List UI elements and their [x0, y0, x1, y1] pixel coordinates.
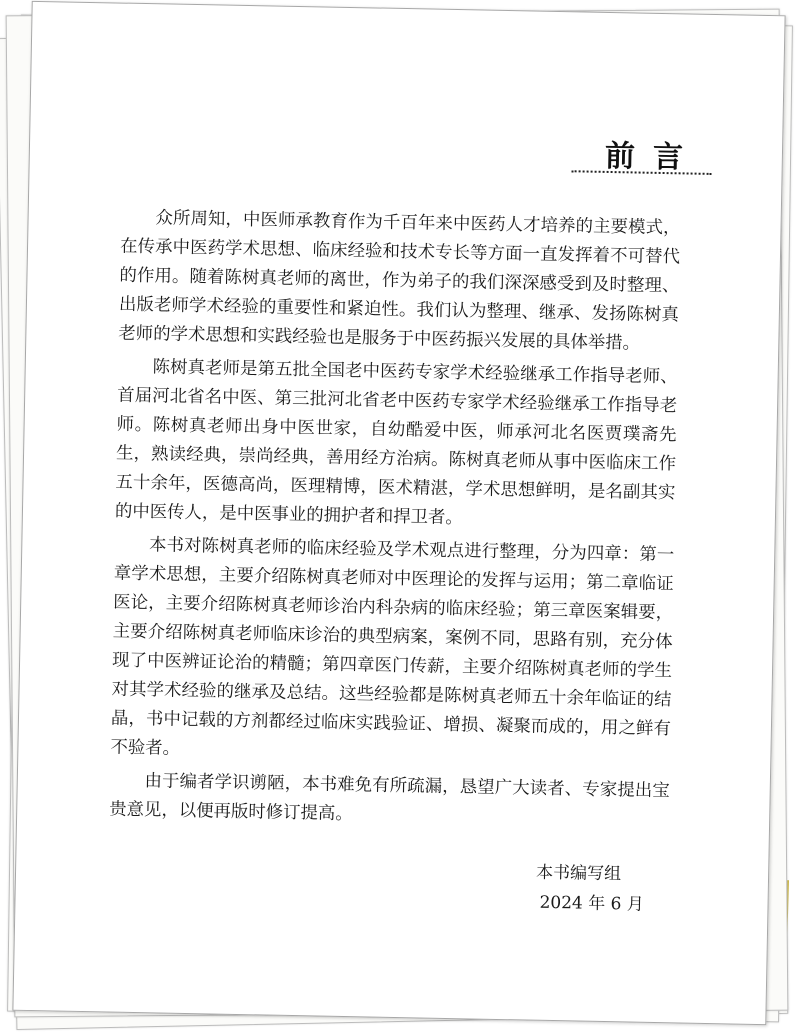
- preface-page: [12, 1, 785, 1025]
- paragraph-3: 本书对陈树真老师的临床经验及学术观点进行整理，分为四章：第一章学术思想，主要介绍陈树真老师对中医理论的发挥与运用；第二章临证医论，主要介绍陈树真老师诊治内科杂病的临床经验；第三章医案辑要，主要介绍陈树真老师临床诊治的典型病案，案例不同，思路有别，充分体现了中医辨证论治的精髓；第四章医门传薪，主要介绍陈树真老师的学生对其学术经验的继承及总结。这些经验都是陈树真老师五十余年临证的结晶，书中记载的方剂都经过临床实践验证、增损、凝聚而成的，用之鲜有不验者。: [110, 535, 675, 759]
- signature-author: 本书编写组: [535, 862, 622, 885]
- paragraph-4: 由于编者学识谫陋，本书难免有所疏漏，恳望广大读者、专家提出宝贵意见，以便再版时修订提高。: [109, 771, 670, 825]
- signature-date: 2024 年 6 月: [539, 892, 645, 915]
- paragraph-1: 众所周知，中医师承教育作为千百年来中医药人才培养的主要模式，在传承中医药学术思想、临床经验和技术专长等方面一直发挥着不可替代的作用。随着陈树真老师的离世，作为弟子的我们深深感受到及时整理、出版老师学术经验的重要性和紧迫性。我们认为整理、继承、发扬陈树真老师的学术思想和实践经验也是服务于中医药振兴发展的具体举措。: [118, 208, 681, 354]
- signature-block: [535, 858, 644, 920]
- page-title: 前言: [604, 138, 702, 176]
- paragraph-2: 陈树真老师是第五批全国老中医药专家学术经验继承工作指导老师、首届河北省名中医、第三批河北省老中医药专家学术经验继承工作指导老师。陈树真老师出身中医世家，自幼酷爱中医，师承河北名医贾璞斋先生，熟读经典，崇尚经典，善用经方治病。陈树真老师从事中医临床工作五十余年，医德高尚，医理精博，医术精湛，学术思想鲜明，是名副其实的中医传人，是中医事业的拥护者和捍卫者。: [114, 357, 678, 529]
- preface-body: [109, 204, 681, 840]
